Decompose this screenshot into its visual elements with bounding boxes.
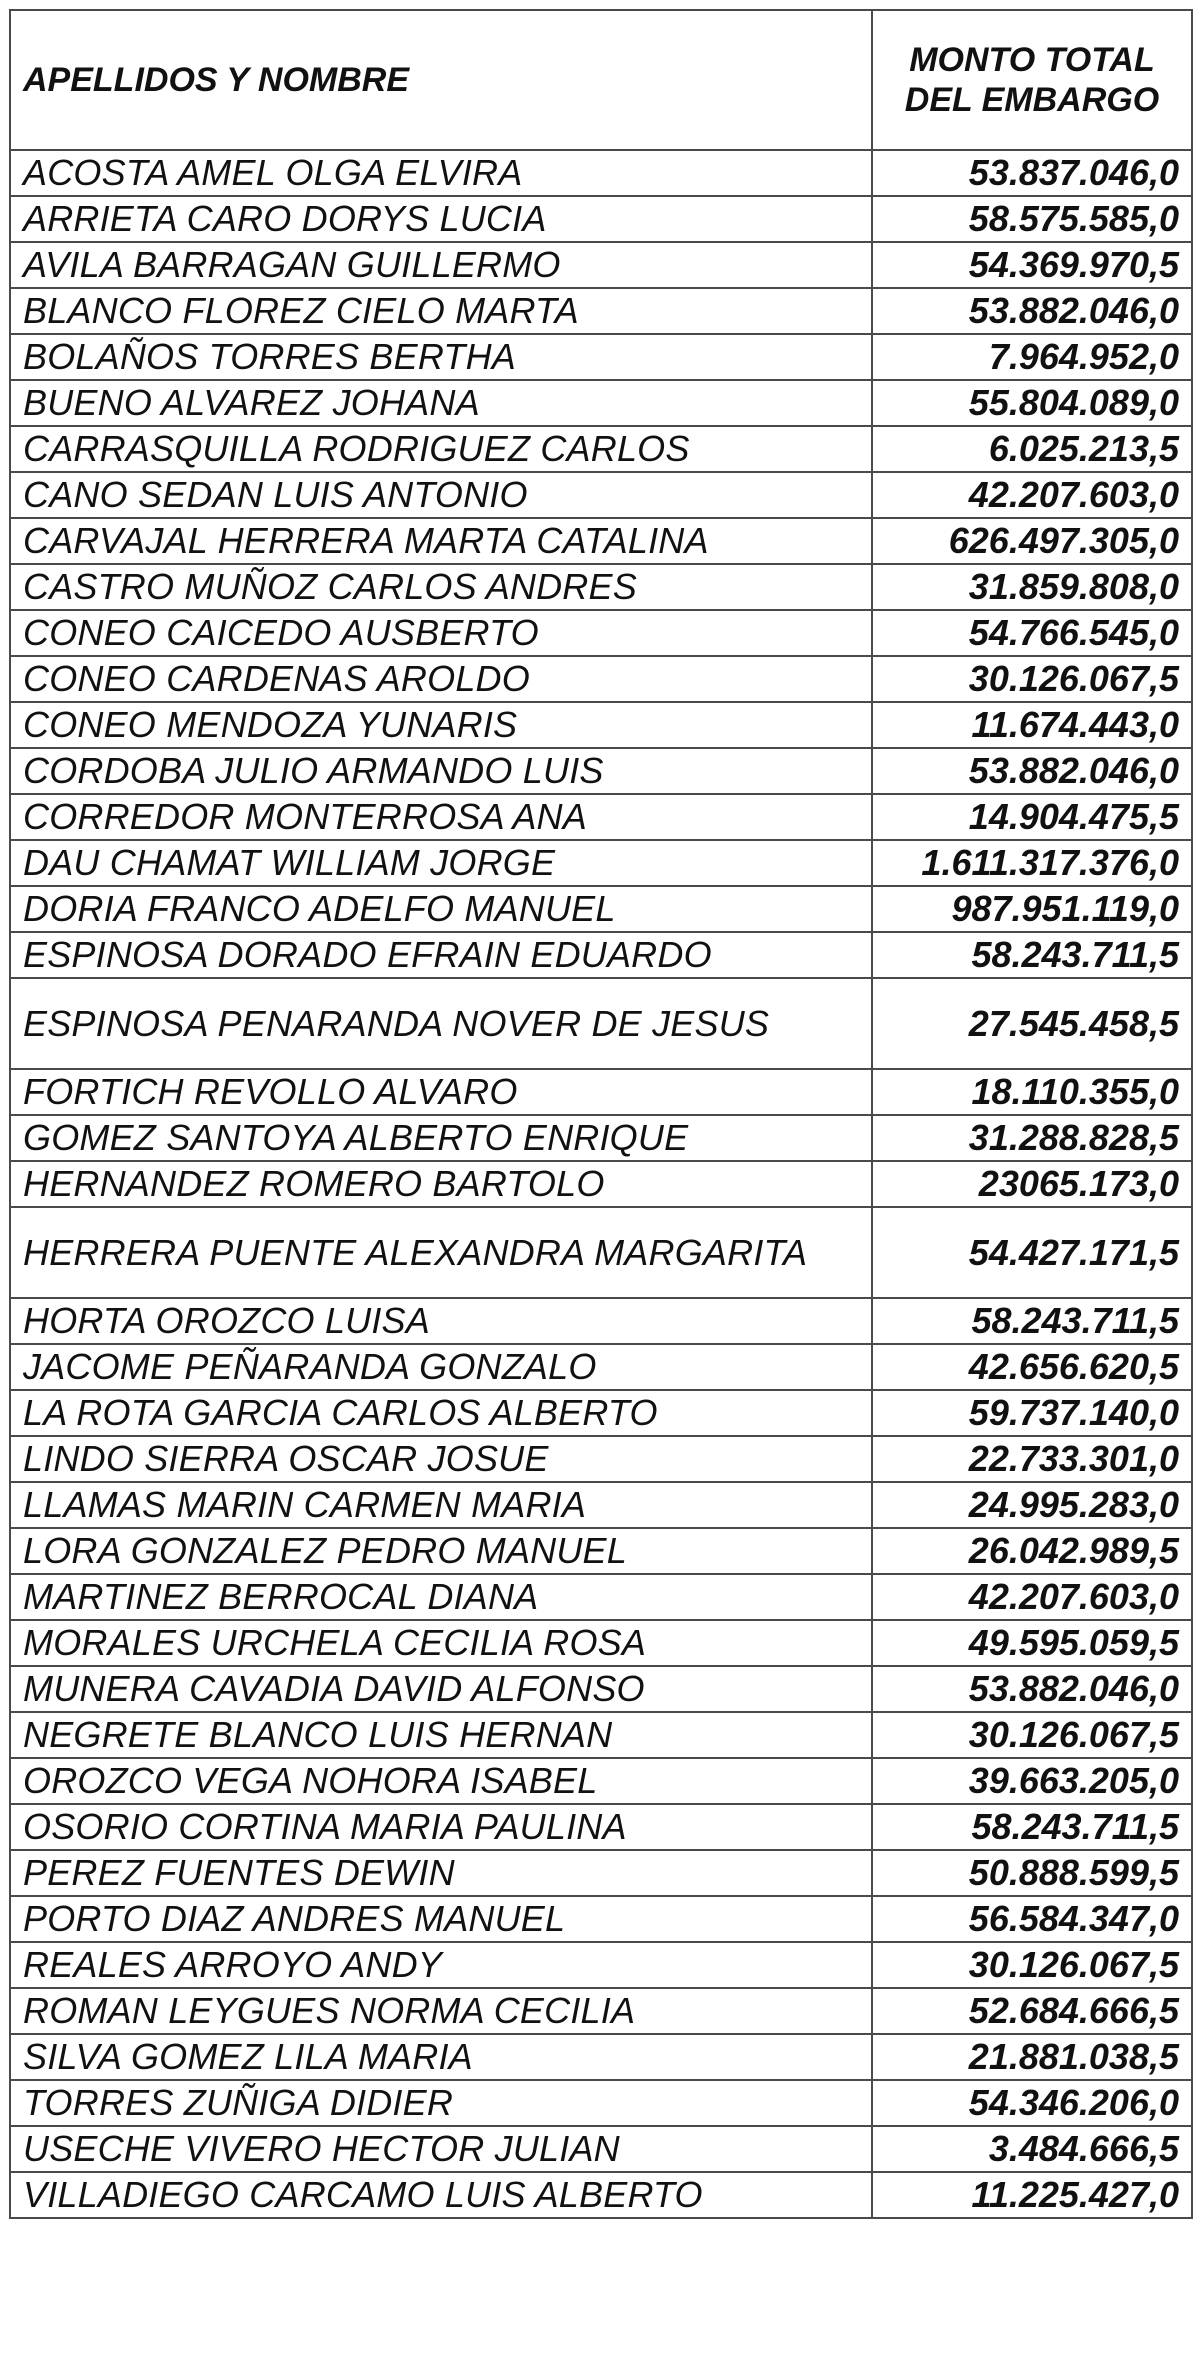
embargo-amount-cell: 53.837.046,0 [872,150,1192,196]
person-name-cell: ESPINOSA DORADO EFRAIN EDUARDO [10,932,872,978]
person-name-cell: CASTRO MUÑOZ CARLOS ANDRES [10,564,872,610]
embargo-amount-cell: 14.904.475,5 [872,794,1192,840]
table-row [10,150,1192,196]
person-name-cell: MARTINEZ BERROCAL DIANA [10,1574,872,1620]
person-name-cell: DAU CHAMAT WILLIAM JORGE [10,840,872,886]
person-name-cell: BLANCO FLOREZ CIELO MARTA [10,288,872,334]
embargo-amount-cell: 3.484.666,5 [872,2126,1192,2172]
person-name-cell: OROZCO VEGA NOHORA ISABEL [10,1758,872,1804]
person-name-cell: SILVA GOMEZ LILA MARIA [10,2034,872,2080]
table-row [10,242,1192,288]
table-row [10,1115,1192,1161]
person-name-cell: JACOME PEÑARANDA GONZALO [10,1344,872,1390]
person-name-cell: HERNANDEZ ROMERO BARTOLO [10,1161,872,1207]
embargo-amount-cell: 55.804.089,0 [872,380,1192,426]
table-row [10,1712,1192,1758]
table-row [10,1436,1192,1482]
embargo-amount-cell: 58.243.711,5 [872,932,1192,978]
embargo-amount-cell: 49.595.059,5 [872,1620,1192,1666]
embargo-amount-cell: 58.243.711,5 [872,1804,1192,1850]
person-name-cell: CARRASQUILLA RODRIGUEZ CARLOS [10,426,872,472]
embargo-amount-cell: 21.881.038,5 [872,2034,1192,2080]
embargo-amount-cell: 42.656.620,5 [872,1344,1192,1390]
embargo-amount-cell: 54.766.545,0 [872,610,1192,656]
table-row [10,1161,1192,1207]
table-row [10,1896,1192,1942]
header-amount-column: MONTO TOTAL DEL EMBARGO [872,10,1192,150]
person-name-cell: PEREZ FUENTES DEWIN [10,1850,872,1896]
table-row [10,380,1192,426]
embargo-amount-cell: 30.126.067,5 [872,656,1192,702]
person-name-cell: ESPINOSA PENARANDA NOVER DE JESUS [10,978,872,1069]
person-name-cell: ACOSTA AMEL OLGA ELVIRA [10,150,872,196]
person-name-cell: HORTA OROZCO LUISA [10,1298,872,1344]
table-row [10,610,1192,656]
table-row [10,1620,1192,1666]
table-row [10,1069,1192,1115]
table-row [10,1758,1192,1804]
table-row [10,932,1192,978]
table-row [10,334,1192,380]
embargo-amount-cell: 50.888.599,5 [872,1850,1192,1896]
table-row [10,2126,1192,2172]
table-row [10,978,1192,1069]
table-row [10,748,1192,794]
person-name-cell: FORTICH REVOLLO ALVARO [10,1069,872,1115]
table-row [10,1574,1192,1620]
person-name-cell: NEGRETE BLANCO LUIS HERNAN [10,1712,872,1758]
embargo-table [9,9,1193,2219]
table-row [10,702,1192,748]
table-row [10,1942,1192,1988]
embargo-amount-cell: 11.225.427,0 [872,2172,1192,2218]
person-name-cell: LORA GONZALEZ PEDRO MANUEL [10,1528,872,1574]
table-row [10,1804,1192,1850]
person-name-cell: CONEO MENDOZA YUNARIS [10,702,872,748]
person-name-cell: CORREDOR MONTERROSA ANA [10,794,872,840]
person-name-cell: DORIA FRANCO ADELFO MANUEL [10,886,872,932]
table-row [10,2080,1192,2126]
table-row [10,840,1192,886]
embargo-amount-cell: 626.497.305,0 [872,518,1192,564]
embargo-amount-cell: 18.110.355,0 [872,1069,1192,1115]
embargo-amount-cell: 53.882.046,0 [872,1666,1192,1712]
embargo-amount-cell: 31.859.808,0 [872,564,1192,610]
person-name-cell: BOLAÑOS TORRES BERTHA [10,334,872,380]
table-row [10,472,1192,518]
person-name-cell: REALES ARROYO ANDY [10,1942,872,1988]
embargo-amount-cell: 53.882.046,0 [872,288,1192,334]
table-row [10,1988,1192,2034]
table-row [10,1666,1192,1712]
person-name-cell: VILLADIEGO CARCAMO LUIS ALBERTO [10,2172,872,2218]
embargo-amount-cell: 58.575.585,0 [872,196,1192,242]
person-name-cell: ARRIETA CARO DORYS LUCIA [10,196,872,242]
embargo-amount-cell: 1.611.317.376,0 [872,840,1192,886]
table-row [10,2172,1192,2218]
person-name-cell: MUNERA CAVADIA DAVID ALFONSO [10,1666,872,1712]
embargo-amount-cell: 26.042.989,5 [872,1528,1192,1574]
table-row [10,564,1192,610]
table-row [10,1390,1192,1436]
table-row [10,1528,1192,1574]
table-body [10,150,1192,2218]
person-name-cell: LINDO SIERRA OSCAR JOSUE [10,1436,872,1482]
embargo-amount-cell: 7.964.952,0 [872,334,1192,380]
person-name-cell: GOMEZ SANTOYA ALBERTO ENRIQUE [10,1115,872,1161]
table-row [10,794,1192,840]
person-name-cell: BUENO ALVAREZ JOHANA [10,380,872,426]
table-row [10,288,1192,334]
person-name-cell: TORRES ZUÑIGA DIDIER [10,2080,872,2126]
embargo-amount-cell: 31.288.828,5 [872,1115,1192,1161]
person-name-cell: AVILA BARRAGAN GUILLERMO [10,242,872,288]
embargo-amount-cell: 54.346.206,0 [872,2080,1192,2126]
embargo-amount-cell: 24.995.283,0 [872,1482,1192,1528]
embargo-amount-cell: 23065.173,0 [872,1161,1192,1207]
embargo-amount-cell: 42.207.603,0 [872,472,1192,518]
embargo-amount-cell: 54.427.171,5 [872,1207,1192,1298]
table-row [10,2034,1192,2080]
person-name-cell: ROMAN LEYGUES NORMA CECILIA [10,1988,872,2034]
embargo-amount-cell: 22.733.301,0 [872,1436,1192,1482]
table-row [10,426,1192,472]
embargo-amount-cell: 30.126.067,5 [872,1712,1192,1758]
person-name-cell: USECHE VIVERO HECTOR JULIAN [10,2126,872,2172]
person-name-cell: PORTO DIAZ ANDRES MANUEL [10,1896,872,1942]
embargo-amount-cell: 27.545.458,5 [872,978,1192,1069]
table-row [10,1482,1192,1528]
person-name-cell: CANO SEDAN LUIS ANTONIO [10,472,872,518]
table-row [10,1298,1192,1344]
table-row [10,1344,1192,1390]
embargo-amount-cell: 6.025.213,5 [872,426,1192,472]
person-name-cell: OSORIO CORTINA MARIA PAULINA [10,1804,872,1850]
table-row [10,196,1192,242]
embargo-amount-cell: 59.737.140,0 [872,1390,1192,1436]
person-name-cell: CONEO CARDENAS AROLDO [10,656,872,702]
embargo-amount-cell: 42.207.603,0 [872,1574,1192,1620]
embargo-amount-cell: 53.882.046,0 [872,748,1192,794]
embargo-amount-cell: 987.951.119,0 [872,886,1192,932]
embargo-amount-cell: 11.674.443,0 [872,702,1192,748]
embargo-amount-cell: 39.663.205,0 [872,1758,1192,1804]
person-name-cell: CORDOBA JULIO ARMANDO LUIS [10,748,872,794]
embargo-amount-cell: 56.584.347,0 [872,1896,1192,1942]
table-header-row [10,10,1192,150]
person-name-cell: LA ROTA GARCIA CARLOS ALBERTO [10,1390,872,1436]
table-row [10,518,1192,564]
embargo-amount-cell: 52.684.666,5 [872,1988,1192,2034]
person-name-cell: CONEO CAICEDO AUSBERTO [10,610,872,656]
embargo-amount-cell: 58.243.711,5 [872,1298,1192,1344]
person-name-cell: CARVAJAL HERRERA MARTA CATALINA [10,518,872,564]
table-row [10,886,1192,932]
table-row [10,656,1192,702]
header-name-column: APELLIDOS Y NOMBRE [10,10,872,150]
embargo-amount-cell: 30.126.067,5 [872,1942,1192,1988]
person-name-cell: LLAMAS MARIN CARMEN MARIA [10,1482,872,1528]
embargo-amount-cell: 54.369.970,5 [872,242,1192,288]
table-row [10,1850,1192,1896]
person-name-cell: HERRERA PUENTE ALEXANDRA MARGARITA [10,1207,872,1298]
person-name-cell: MORALES URCHELA CECILIA ROSA [10,1620,872,1666]
table-row [10,1207,1192,1298]
